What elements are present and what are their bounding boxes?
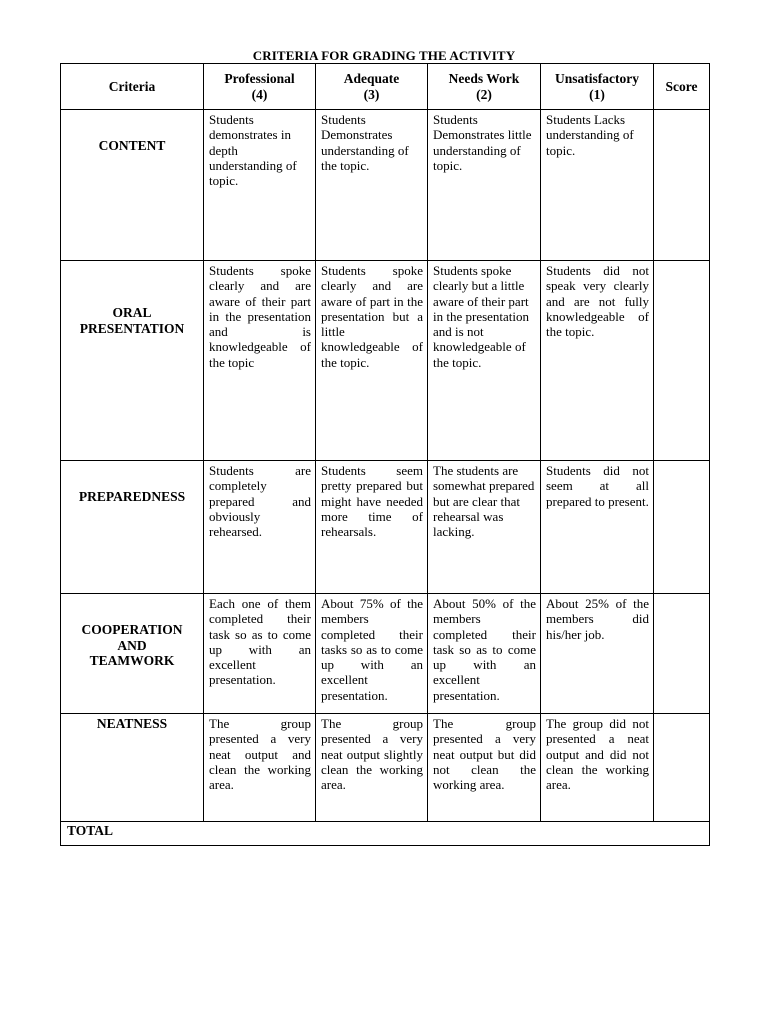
descriptor-cell: Students Demonstrates understanding of the topic. <box>316 110 428 261</box>
descriptor-cell: Students spoke clearly and are aware of their part in the presentation and is knowledgeable of the topic <box>204 261 316 461</box>
score-cell[interactable] <box>654 261 710 461</box>
table-row <box>61 261 710 461</box>
descriptor-cell: Students spoke clearly and are aware of part in the presentation but a little knowledgeable of the topic. <box>316 261 428 461</box>
table-row <box>61 714 710 822</box>
level-header-adequate: Adequate (3) <box>316 64 428 110</box>
descriptor-cell: Students spoke clearly but a little aware of their part in the presentation and is not knowledgeable of the topic. <box>428 261 541 461</box>
descriptor-cell: Students did not seem at all prepared to present. <box>541 461 654 594</box>
descriptor-cell: Students seem pretty prepared but might have needed more time of rehearsals. <box>316 461 428 594</box>
descriptor-cell: The group presented a very neat output but did not clean the working area. <box>428 714 541 822</box>
descriptor-cell: About 25% of the members did his/her job. <box>541 594 654 714</box>
criterion-oral-presentation: ORAL PRESENTATION <box>61 261 204 461</box>
header-row <box>61 64 710 110</box>
page-title: CRITERIA FOR GRADING THE ACTIVITY <box>252 48 516 63</box>
criterion-content: CONTENT <box>61 110 204 261</box>
criterion-cooperation-teamwork: COOPERATION AND TEAMWORK <box>61 594 204 714</box>
score-cell[interactable] <box>654 594 710 714</box>
total-row <box>61 822 710 846</box>
level-header-professional: Professional (4) <box>204 64 316 110</box>
descriptor-cell: Students Demonstrates little understanding of topic. <box>428 110 541 261</box>
descriptor-cell: Students did not speak very clearly and are not fully knowledgeable of the topic. <box>541 261 654 461</box>
table-row <box>61 110 710 261</box>
descriptor-cell: Each one of them completed their task so as to come up with an excellent presentation. <box>204 594 316 714</box>
criteria-header: Criteria <box>61 64 204 110</box>
descriptor-cell: Students are completely prepared and obviously rehearsed. <box>204 461 316 594</box>
score-cell[interactable] <box>654 714 710 822</box>
grading-rubric-table <box>60 63 710 846</box>
descriptor-cell: The group presented a very neat output and clean the working area. <box>204 714 316 822</box>
criterion-neatness: NEATNESS <box>61 714 204 822</box>
descriptor-cell: The students are somewhat prepared but are clear that rehearsal was lacking. <box>428 461 541 594</box>
score-cell[interactable] <box>654 110 710 261</box>
score-cell[interactable] <box>654 461 710 594</box>
criterion-preparedness: PREPAREDNESS <box>61 461 204 594</box>
descriptor-cell: About 75% of the members completed their tasks so as to come up with an excellent presentation. <box>316 594 428 714</box>
descriptor-cell: Students demonstrates in depth understanding of topic. <box>204 110 316 261</box>
descriptor-cell: The group did not presented a neat output and did not clean the working area. <box>541 714 654 822</box>
descriptor-cell: About 50% of the members completed their task so as to come up with an excellent presentation. <box>428 594 541 714</box>
level-header-unsatisfactory: Unsatisfactory (1) <box>541 64 654 110</box>
table-row <box>61 461 710 594</box>
table-row <box>61 594 710 714</box>
descriptor-cell: The group presented a very neat output slightly clean the working area. <box>316 714 428 822</box>
score-header: Score <box>654 64 710 110</box>
total-label: TOTAL <box>61 822 710 846</box>
descriptor-cell: Students Lacks understanding of topic. <box>541 110 654 261</box>
level-header-needs-work: Needs Work (2) <box>428 64 541 110</box>
